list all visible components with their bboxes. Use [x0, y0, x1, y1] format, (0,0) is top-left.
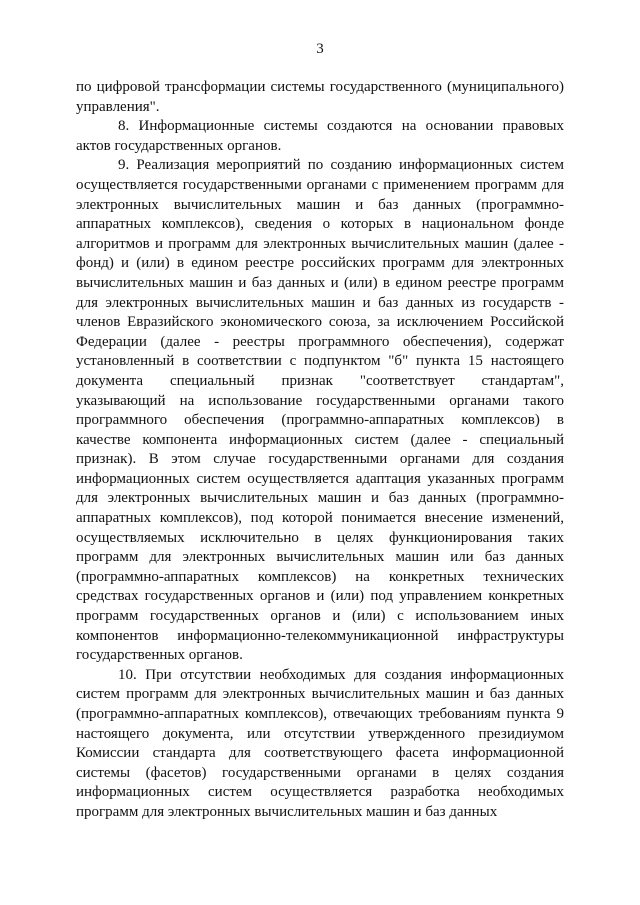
page-number: 3	[316, 41, 324, 57]
paragraph-item-9: 9. Реализация мероприятий по созданию информационных систем осуществляется государственными органами с применением программ для электронных вычислительных машин и баз данных (программно-аппаратных комплексов), сведения о которых в национальном фонде алгоритмов и программ для электронных вычислительных машин (далее - фонд) и (или) в едином реестре российских программ для электронных вычислительных машин и баз данных и (или) в едином реестре программ для электронных вычислительных машин и баз данных из государств - членов Евразийского экономического союза, за исключением Российской Федерации (далее - реестры программного обеспечения), содержат установленный в соответствии с подпунктом "б" пункта 15 настоящего документа специальный признак "соответствует стандартам", указывающий на использование государственными органами такого программного обеспечения (программно-аппаратных комплексов) в качестве компонента информационных систем (далее - специальный признак). В этом случае государственными органами для создания информационных систем осуществляется адаптация указанных программ для электронных вычислительных машин и баз данных (программно-аппаратных комплексов), под которой понимается внесение изменений, осуществляемых исключительно в целях функционирования таких программ для электронных вычислительных машин или баз данных (программно-аппаратных комплексов) на конкретных технических средствах государственных органов и (или) под управлением конкретных программ государственных органов и (или) с использованием иных компонентов информационно-телекоммуникационной инфраструктуры государственных органов.	[76, 157, 564, 664]
document-body	[76, 78, 564, 823]
paragraph-continuation: по цифровой трансформации системы государственного (муниципального) управления".	[76, 79, 564, 115]
paragraph-item-8: 8. Информационные системы создаются на основании правовых актов государственных органов.	[76, 118, 564, 154]
paragraph-item-10: 10. При отсутствии необходимых для создания информационных систем программ для электронных вычислительных машин и баз данных (программно-аппаратных комплексов), отвечающих требованиям пункта 9 настоящего документа, или отсутствии утвержденного президиумом Комиссии стандарта для соответствующего фасета информационной системы (фасетов) государственными органами в целях создания информационных систем осуществляется разработка необходимых программ для электронных вычислительных машин и баз данных	[76, 666, 564, 820]
